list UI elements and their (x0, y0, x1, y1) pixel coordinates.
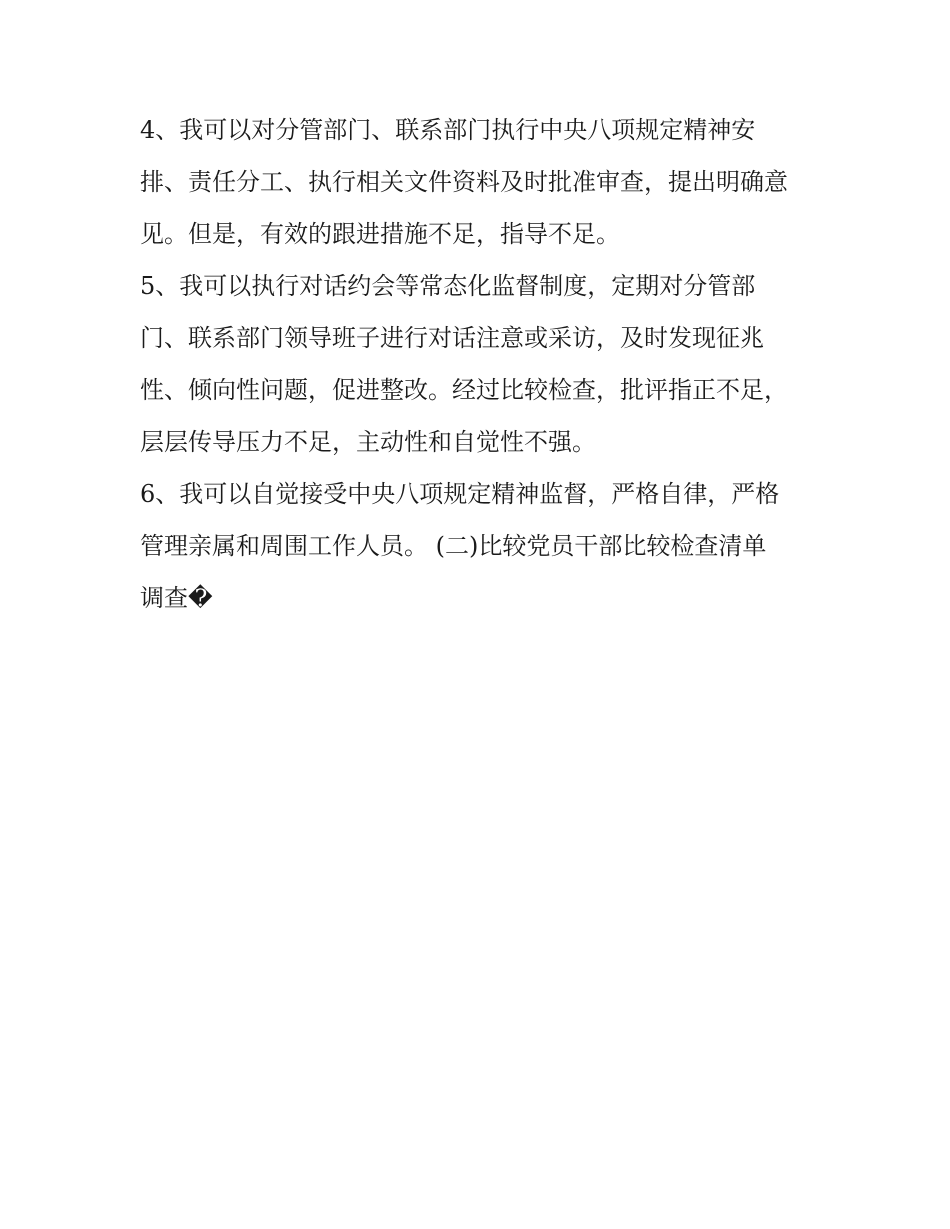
text-line: 6、我可以自觉接受中央八项规定精神监督，严格自律，严格 (140, 480, 780, 508)
document-body (140, 104, 820, 624)
text-line: 4、我可以对分管部门、联系部门执行中央八项规定精神安 (140, 116, 756, 144)
text-line: 调查� (140, 584, 213, 612)
text-line: 排、责任分工、执行相关文件资料及时批准审查，提出明确意 (140, 168, 788, 196)
text-line: 见。但是，有效的跟进措施不足，指导不足。 (140, 220, 620, 248)
text-line: 5、我可以执行对话约会等常态化监督制度，定期对分管部 (140, 272, 756, 300)
text-line: 管理亲属和周围工作人员。 (二)比较党员干部比较检查清单 (140, 532, 767, 560)
text-line: 门、联系部门领导班子进行对话注意或采访，及时发现征兆 (140, 324, 764, 352)
text-line: 性、倾向性问题，促进整改。经过比较检查，批评指正不足， (140, 376, 788, 404)
text-line: 层层传导压力不足，主动性和自觉性不强。 (140, 428, 596, 456)
